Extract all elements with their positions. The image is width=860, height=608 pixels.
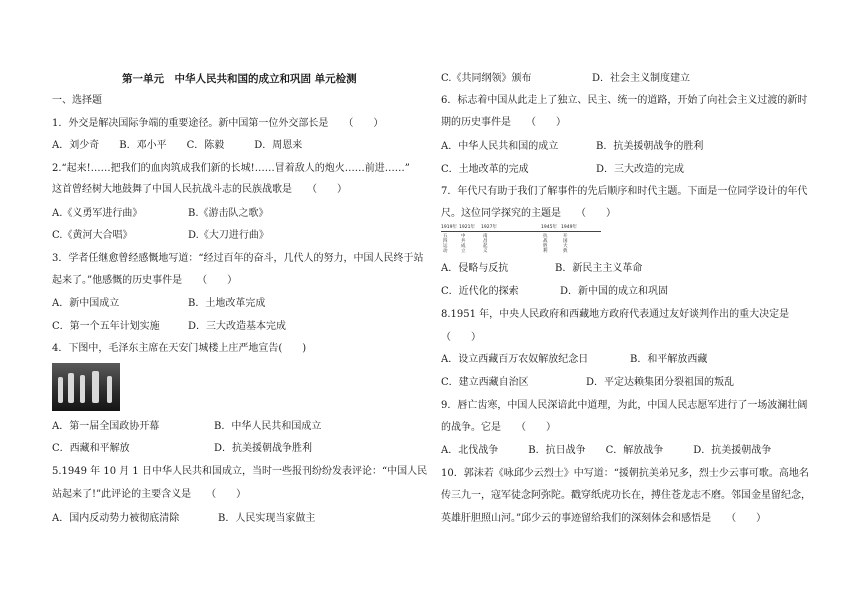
q7-option-a: A．侵略与反抗: [441, 263, 509, 274]
q6-option-c: C．土地改革的完成: [441, 164, 529, 175]
q9-stem-1: 9．唇亡齿寒，中国人民深谙此中道理，为此，中国人民志愿军进行了一场波澜壮阔: [441, 400, 808, 411]
q6-option-b: B．抗美援朝战争的胜利: [596, 141, 704, 152]
timeline-year: 1927年: [481, 225, 497, 230]
q8-option-d: D．平定达赖集团分裂祖国的叛乱: [586, 377, 735, 388]
q8-option-a: A．设立西藏百万农奴解放纪念日: [441, 354, 589, 365]
q8-stem-1: 8.1951 年，中央人民政府和西藏地方政府代表通过友好谈判作出的重大决定是: [441, 309, 790, 320]
year-ruler: [441, 226, 601, 252]
q2-stem-2: 这首曾经树大地鼓舞了中国人民抗战斗志的民族战歌是 （ ）: [52, 184, 347, 195]
q5-option-a: A．国内反动势力被彻底清除: [52, 513, 180, 524]
q8-option-c: C．建立西藏自治区: [441, 377, 529, 388]
q1-options: A．刘少奇 B．邓小平 C．陈毅 D．周恩来: [52, 140, 303, 151]
timeline-event: 五四运动: [443, 234, 448, 254]
page-title: 第一单元 中华人民共和国的成立和巩固 单元检测: [122, 73, 357, 85]
q8-option-b: B．和平解放西藏: [630, 354, 708, 365]
q3-option-b: B．土地改革完成: [188, 298, 266, 309]
q9-stem-2: 的战争。它是 （ ）: [441, 422, 556, 433]
q10-stem-3: 英雄肝胆照山河。”邱少云的事迹留给我们的深刻体会和感悟是 （ ）: [441, 513, 767, 524]
q10-stem-2: 传三九一，寇军徒念阿弥陀。戳穿纸虎功长在，搏住苍龙志不磨。邻国金星留纪念，: [441, 490, 811, 501]
q3-stem-2: 起来了。”他感慨的历史事件是 （ ）: [52, 275, 238, 286]
q5-option-b: B．人民实现当家做主: [218, 513, 316, 524]
q2-option-b: B.《游击队之歌》: [188, 208, 269, 219]
q3-option-c: C．第一个五年计划实施: [52, 321, 160, 332]
q3-option-d: D．三大改造基本完成: [188, 321, 287, 332]
q2-stem-1: 2.“起来!……把我们的血肉筑成我们新的长城!……冒着敌人的炮火……前进……”: [52, 163, 410, 174]
timeline-event: 抗战胜利: [543, 234, 548, 254]
q5-stem-1: 5.1949 年 10 月 1 日中华人民共和国成立，当时一些报刊纷纷发表评论：“中国人民: [52, 466, 428, 477]
q5-option-c: C.《共同纲领》颁布: [441, 73, 532, 84]
q4-option-d: D．抗美援朝战争胜利: [214, 443, 313, 454]
q2-option-d: D.《大刀进行曲》: [188, 230, 269, 241]
founding-ceremony-photo: [52, 363, 120, 411]
timeline-year: 1949年: [561, 225, 577, 230]
q5-stem-2: 站起来了!”此评论的主要含义是 （ ）: [52, 489, 247, 500]
timeline-year: 1945年: [541, 225, 557, 230]
q1-stem: 1．外交是解决国际争端的重要途径。新中国第一位外交部长是 （ ）: [52, 118, 384, 129]
q4-option-b: B．中华人民共和国成立: [214, 421, 322, 432]
q10-stem-1: 10．郭沫若《咏邱少云烈士》中写道：“援朝抗美弟兄多，烈士少云事可歌。高地名: [441, 468, 809, 479]
q3-stem-1: 3．学者任继愈曾经感慨地写道：“经过百年的奋斗，几代人的努力，中国人民终于站: [52, 253, 424, 264]
q2-option-a: A.《义勇军进行曲》: [52, 208, 143, 219]
q6-option-a: A．中华人民共和国的成立: [441, 141, 559, 152]
q8-stem-2: （ ）: [441, 332, 481, 343]
q7-option-c: C．近代化的探索: [441, 286, 519, 297]
q7-option-b: B．新民主主义革命: [555, 263, 643, 274]
q7-stem-1: 7．年代尺有助于我们了解事件的先后顺序和时代主题。下面是一位同学设计的年代: [441, 186, 808, 197]
q6-stem-1: 6．标志着中国从此走上了独立、民主、统一的道路，开始了向社会主义过渡的新时: [441, 95, 808, 106]
q4-option-c: C．西藏和平解放: [52, 443, 130, 454]
timeline-year: 1921年: [459, 225, 475, 230]
timeline-year: 1919年: [441, 225, 457, 230]
q7-option-d: D．新中国的成立和巩固: [560, 286, 669, 297]
q6-option-d: D．三大改造的完成: [596, 164, 685, 175]
q9-options: A．北伐战争 B．抗日战争 C．解放战争 D．抗美援朝战争: [441, 445, 772, 456]
q3-option-a: A．新中国成立: [52, 298, 120, 309]
q7-stem-2: 尺。这位同学探究的主题是 （ ）: [441, 208, 616, 219]
q4-option-a: A．第一届全国政协开幕: [52, 421, 160, 432]
q6-stem-2: 期的历史事件是 （ ）: [441, 117, 566, 128]
timeline-event: 南昌起义: [483, 234, 488, 254]
q4-stem: 4．下图中，毛泽东主席在天安门城楼上庄严地宣告( ): [52, 343, 307, 354]
q5-option-d: D．社会主义制度建立: [592, 73, 691, 84]
q2-option-c: C.《黄河大合唱》: [52, 230, 133, 241]
timeline-event: 开国大典: [563, 234, 568, 254]
timeline-event: 中共成立: [461, 234, 466, 254]
section-heading: 一、选择题: [52, 95, 102, 106]
